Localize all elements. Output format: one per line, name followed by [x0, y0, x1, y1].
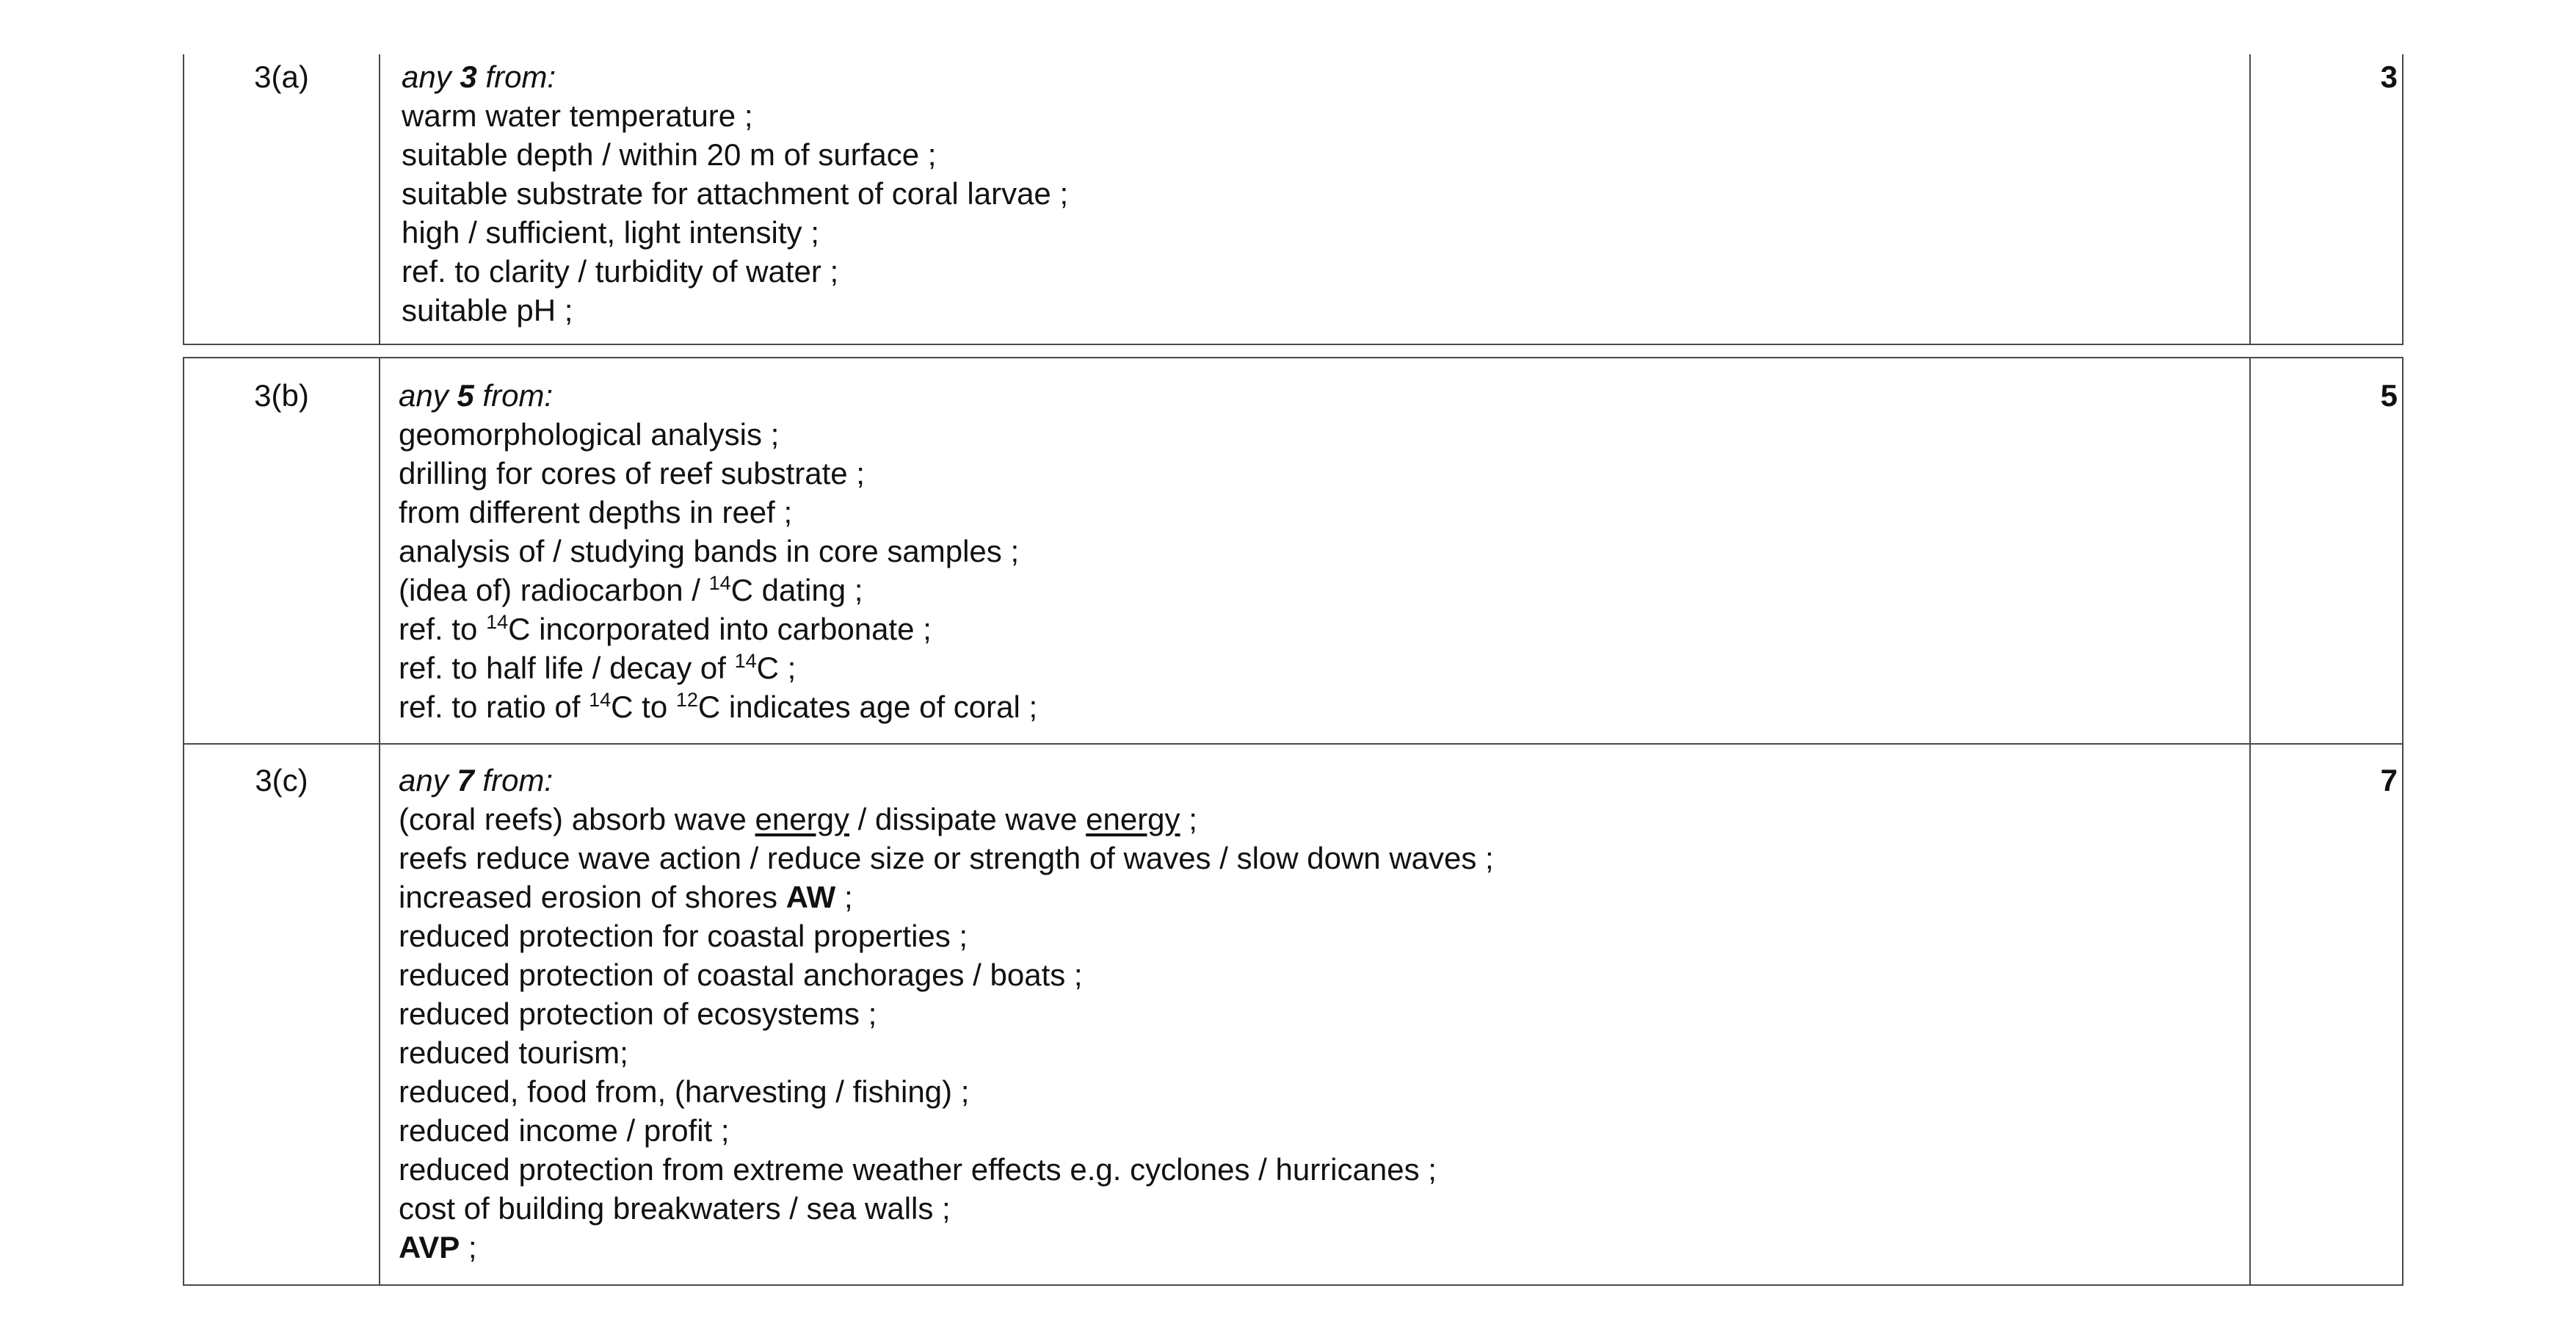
answer-line: reduced income / profit ;: [399, 1113, 730, 1148]
answer-line: reduced protection of coastal anchorages / boats ;: [399, 958, 1083, 992]
answer-line: high / sufficient, light intensity ;: [402, 215, 819, 250]
answer-line: warm water temperature ;: [402, 98, 753, 133]
question-number: 3(a): [254, 59, 309, 94]
answer-line: reduced protection for coastal properties ;: [399, 919, 968, 953]
answer-line: ref. to clarity / turbidity of water ;: [402, 254, 839, 289]
answer-line: reefs reduce wave action / reduce size or strength of waves / slow down waves ;: [399, 841, 1494, 875]
answer-line: ref. to $^{14}$C incorporated into carbonate ;: [399, 611, 932, 646]
answer-line: (coral reefs) absorb wave energy / dissipate wave energy ;: [399, 802, 1197, 836]
answer-intro: any 3 from:: [402, 59, 556, 94]
question-row-3a: [183, 54, 2403, 345]
answer-line: suitable depth / within 20 m of surface ;: [402, 137, 937, 172]
column-divider: [2249, 358, 2251, 743]
answer-line: cost of building breakwaters / sea walls ;: [399, 1191, 951, 1226]
answer-line: reduced, food from, (harvesting / fishing) ;: [399, 1074, 970, 1109]
answer-line: reduced protection of ecosystems ;: [399, 996, 877, 1031]
answer-line: suitable substrate for attachment of coral larvae ;: [402, 176, 1069, 211]
column-divider: [379, 54, 380, 344]
answer-text: [399, 376, 2234, 726]
answer-line: ref. to ratio of $^{14}$C to $^{12}$C indicates age of coral ;: [399, 689, 1038, 724]
question-number: 3(c): [255, 763, 308, 797]
column-divider: [2249, 743, 2251, 1284]
marks-value: 7: [2380, 763, 2398, 797]
answer-text: [399, 761, 2234, 1267]
answer-line: increased erosion of shores AW ;: [399, 880, 853, 914]
column-divider: [2249, 54, 2251, 344]
answer-line: geomorphological analysis ;: [399, 417, 780, 452]
marks-value: 3: [2380, 59, 2398, 94]
answer-line: AVP ;: [399, 1230, 477, 1265]
answer-line: from different depths in reef ;: [399, 495, 793, 529]
answer-text: [402, 57, 2237, 330]
question-row-3c: [183, 743, 2403, 1286]
column-divider: [379, 358, 380, 743]
answer-line: (idea of) radiocarbon / $^{14}$C dating ;: [399, 572, 863, 607]
column-divider: [379, 743, 380, 1284]
answer-line: suitable pH ;: [402, 293, 573, 328]
answer-line: reduced protection from extreme weather effects e.g. cyclones / hurricanes ;: [399, 1152, 1437, 1187]
marks-value: 5: [2380, 378, 2398, 413]
answer-intro: any 5 from:: [399, 378, 554, 413]
answer-line: analysis of / studying bands in core samples ;: [399, 534, 1020, 568]
answer-intro: any 7 from:: [399, 763, 554, 797]
question-row-3b: [183, 357, 2403, 745]
answer-line: drilling for cores of reef substrate ;: [399, 456, 865, 491]
answer-line: reduced tourism;: [399, 1035, 628, 1070]
question-number: 3(b): [254, 378, 309, 413]
answer-line: ref. to half life / decay of $^{14}$C ;: [399, 650, 797, 685]
